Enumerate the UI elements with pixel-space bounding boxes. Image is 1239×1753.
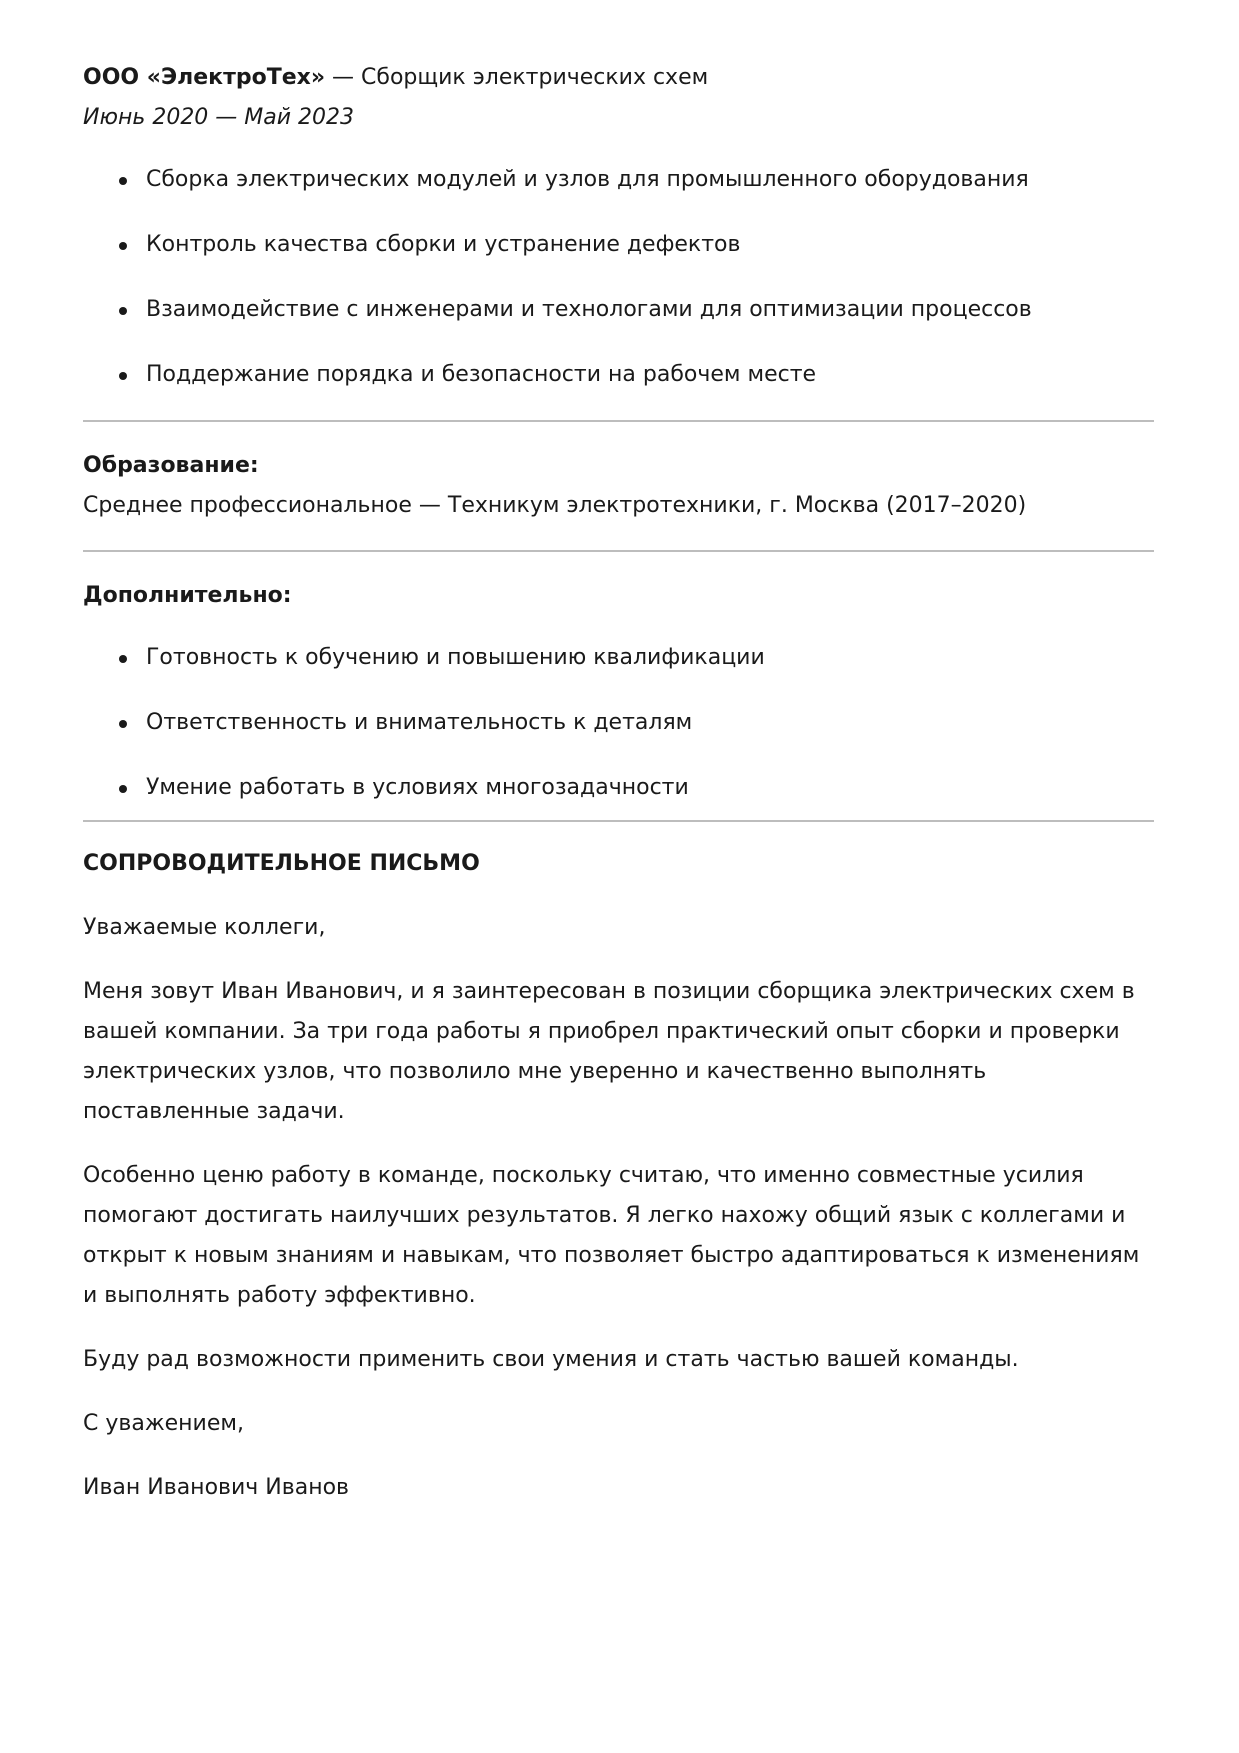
- cover-letter-paragraph: Буду рад возможности применить свои умения и стать частью вашей команды.: [83, 1347, 1019, 1372]
- bullet-icon: [119, 655, 127, 663]
- additional-list: [83, 638, 1154, 808]
- bullet-icon: [119, 242, 127, 250]
- education-title: Образование:: [83, 453, 259, 478]
- cover-letter-closing: С уважением,: [83, 1411, 244, 1436]
- cover-letter-paragraph: Особенно ценю работу в команде, поскольку считаю, что именно совместные усилия помогают достигать наилучших результатов. Я легко нахожу общий язык с коллегами и открыт к новым знаниям и навыкам, что позволяет быстро адаптироваться к изменениям и выполнять работу эффективно.: [83, 1163, 1140, 1308]
- list-item: Готовность к обучению и повышению квалификации: [83, 638, 1154, 678]
- company-name: ООО «ЭлектроТех»: [83, 65, 326, 90]
- cover-letter-paragraph: Меня зовут Иван Иванович, и я заинтересован в позиции сборщика электрических схем в вашей компании. За три года работы я приобрел практический опыт сборки и проверки электрических узлов, что позволило мне уверенно и качественно выполнять поставленные задачи.: [83, 979, 1135, 1124]
- job-position: Сборщик электрических схем: [361, 65, 709, 90]
- list-item: Сборка электрических модулей и узлов для промышленного оборудования: [83, 160, 1154, 200]
- list-item: Умение работать в условиях многозадачности: [83, 768, 1154, 808]
- list-item: Ответственность и внимательность к деталям: [83, 703, 1154, 743]
- bullet-icon: [119, 372, 127, 380]
- resume-page: [83, 58, 1154, 1532]
- education-section: [83, 422, 1154, 550]
- duties-list: [83, 160, 1154, 395]
- additional-section: [83, 552, 1154, 808]
- job-heading: [83, 58, 1154, 98]
- cover-letter-title: СОПРОВОДИТЕЛЬНОЕ ПИСЬМО: [83, 851, 480, 876]
- bullet-icon: [119, 307, 127, 315]
- cover-letter-greeting: Уважаемые коллеги,: [83, 915, 326, 940]
- additional-title: Дополнительно:: [83, 583, 292, 608]
- job-dates: Июнь 2020 — Май 2023: [83, 105, 355, 130]
- cover-letter-signature: Иван Иванович Иванов: [83, 1475, 349, 1500]
- experience-section: [83, 58, 1154, 395]
- cover-letter-section: [83, 822, 1154, 1508]
- list-item: Поддержание порядка и безопасности на рабочем месте: [83, 355, 1154, 395]
- bullet-icon: [119, 720, 127, 728]
- list-item: Контроль качества сборки и устранение дефектов: [83, 225, 1154, 265]
- bullet-icon: [119, 785, 127, 793]
- education-text: Среднее профессиональное — Техникум электротехники, г. Москва (2017–2020): [83, 493, 1027, 518]
- job-separator: —: [325, 65, 362, 90]
- bullet-icon: [119, 177, 127, 185]
- list-item: Взаимодействие с инженерами и технологами для оптимизации процессов: [83, 290, 1154, 330]
